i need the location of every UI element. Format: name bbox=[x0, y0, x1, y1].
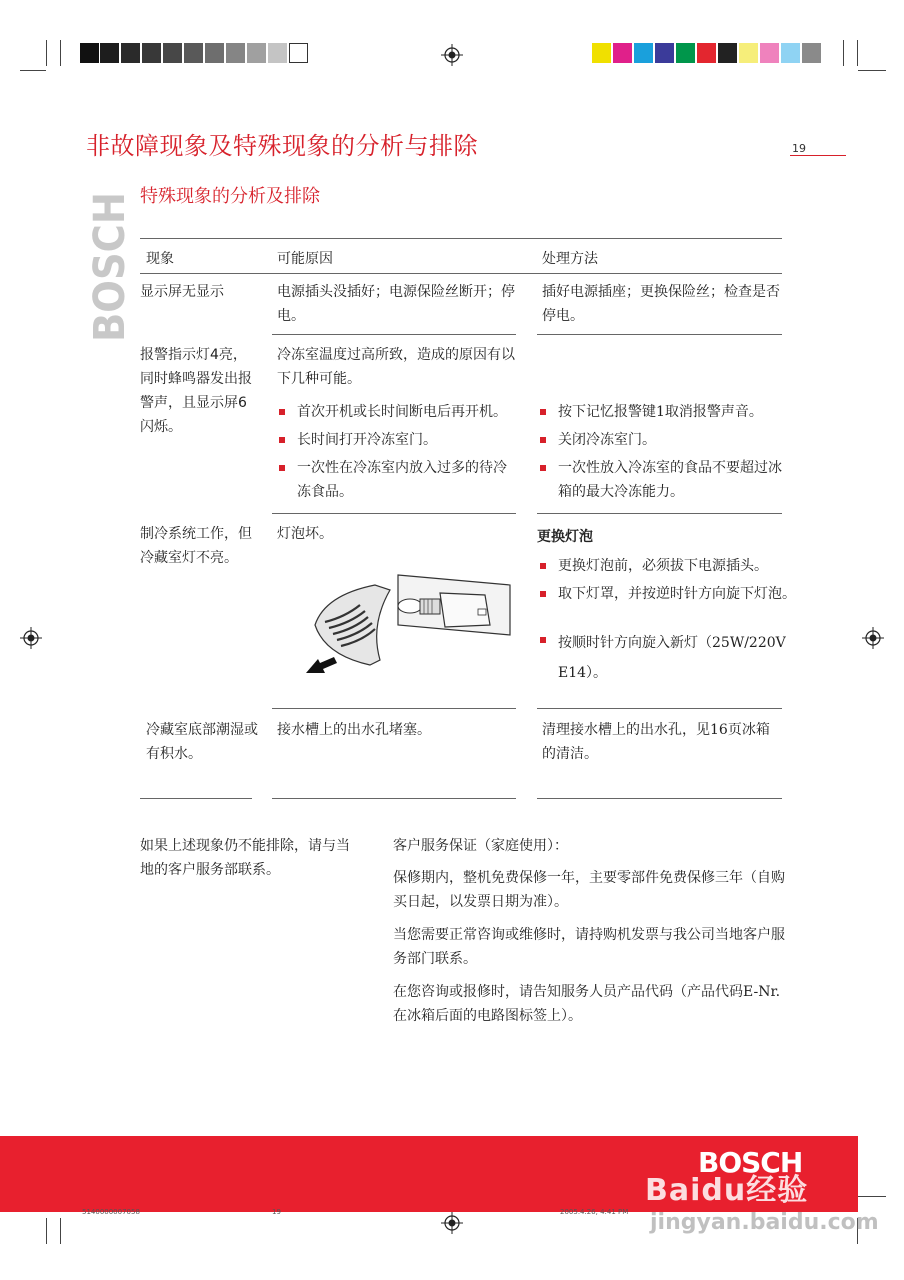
print-page: 19 bbox=[272, 1208, 281, 1216]
row2-cause-item: 长时间打开冷冻室门。 bbox=[279, 428, 519, 452]
row1-solution: 插好电源插座；更换保险丝；检查是否停电。 bbox=[542, 284, 780, 324]
page-title: 非故障现象及特殊现象的分析与排除 bbox=[86, 132, 478, 160]
header-solution: 处理方法 bbox=[542, 251, 598, 267]
service-paragraph: 当您需要正常咨询或维修时，请持购机发票与我公司当地客户服务部门联系。 bbox=[393, 927, 785, 967]
print-code: 5140000007058 bbox=[82, 1208, 140, 1216]
page-number: 19 bbox=[792, 142, 806, 155]
watermark-logo: Baidu经验 bbox=[645, 1173, 809, 1208]
registration-mark-icon bbox=[441, 44, 463, 66]
row2-rule-solution bbox=[537, 513, 782, 514]
header-rule bbox=[140, 273, 782, 274]
row2-solution-item: 按下记忆报警键1取消报警声音。 bbox=[540, 400, 786, 424]
row2-rule-cause bbox=[272, 513, 516, 514]
row2-cause-item: 首次开机或长时间断电后再开机。 bbox=[279, 400, 519, 424]
service-title: 客户服务保证（家庭使用）： bbox=[393, 838, 568, 854]
contact-note: 如果上述现象仍不能排除，请与当地的客户服务部联系。 bbox=[140, 838, 350, 878]
svg-text:BOSCH: BOSCH bbox=[85, 174, 135, 342]
footer-brand-logo: BOSCH bbox=[698, 1146, 803, 1179]
row1-cause: 电源插头没插好；电源保险丝断开；停电。 bbox=[277, 284, 515, 324]
registration-mark-icon bbox=[441, 1212, 463, 1234]
section-title: 特殊现象的分析及排除 bbox=[140, 186, 320, 207]
print-date: 2005.4.26, 4:41 PM bbox=[560, 1208, 629, 1216]
bottom-rule-cause bbox=[272, 798, 516, 799]
row2-cause-item: 一次性在冷冻室内放入过多的待冷冻食品。 bbox=[279, 456, 519, 504]
row1-rule-solution bbox=[537, 334, 782, 335]
row3-solution-item: 取下灯罩，并按逆时针方向旋下灯泡。 bbox=[540, 582, 802, 606]
row3-symptom: 制冷系统工作，但冷藏室灯不亮。 bbox=[140, 526, 252, 566]
vertical-brand-logo bbox=[82, 174, 135, 344]
row2-cause-intro: 冷冻室温度过高所致，造成的原因有以下几种可能。 bbox=[277, 347, 515, 387]
header-symptom: 现象 bbox=[146, 251, 174, 267]
row3-rule-cause bbox=[272, 708, 516, 709]
row3-solution-title: 更换灯泡 bbox=[537, 529, 593, 545]
page-number-rule bbox=[790, 155, 846, 156]
registration-mark-icon bbox=[20, 627, 42, 649]
bulb-replacement-illustration bbox=[300, 565, 515, 680]
row4-solution: 清理接水槽上的出水孔，见16页冰箱的清洁。 bbox=[542, 722, 770, 762]
row4-symptom: 冷藏室底部潮湿或有积水。 bbox=[146, 722, 258, 762]
bottom-rule-symptom bbox=[140, 798, 252, 799]
row4-cause: 接水槽上的出水孔堵塞。 bbox=[277, 722, 431, 738]
service-paragraph: 在您咨询或报修时，请告知服务人员产品代码（产品代码E-Nr.在冰箱后面的电路图标签上）。 bbox=[393, 984, 781, 1024]
row2-solution-item: 一次性放入冷冻室的食品不要超过冰箱的最大冷冻能力。 bbox=[540, 456, 786, 504]
header-cause: 可能原因 bbox=[277, 251, 333, 267]
registration-mark-icon bbox=[862, 627, 884, 649]
row1-symptom: 显示屏无显示 bbox=[140, 284, 224, 300]
row3-rule-solution bbox=[537, 708, 782, 709]
row3-cause: 灯泡坏。 bbox=[277, 526, 333, 542]
watermark-url: jingyan.baidu.com bbox=[650, 1210, 879, 1235]
row2-solution-item: 关闭冷冻室门。 bbox=[540, 428, 786, 452]
table-top-rule bbox=[140, 238, 782, 239]
row3-solution-item: 更换灯泡前，必须拔下电源插头。 bbox=[540, 554, 802, 578]
service-paragraph: 保修期内，整机免费保修一年，主要零部件免费保修三年（自购买日起，以发票日期为准）。 bbox=[393, 870, 785, 910]
row1-rule-cause bbox=[272, 334, 516, 335]
row2-symptom: 报警指示灯4亮，同时蜂鸣器发出报警声，且显示屏6闪烁。 bbox=[140, 347, 252, 435]
bottom-rule-solution bbox=[537, 798, 782, 799]
row3-solution-item: 按顺时针方向旋入新灯（25W/220V E14）。 bbox=[540, 628, 802, 688]
